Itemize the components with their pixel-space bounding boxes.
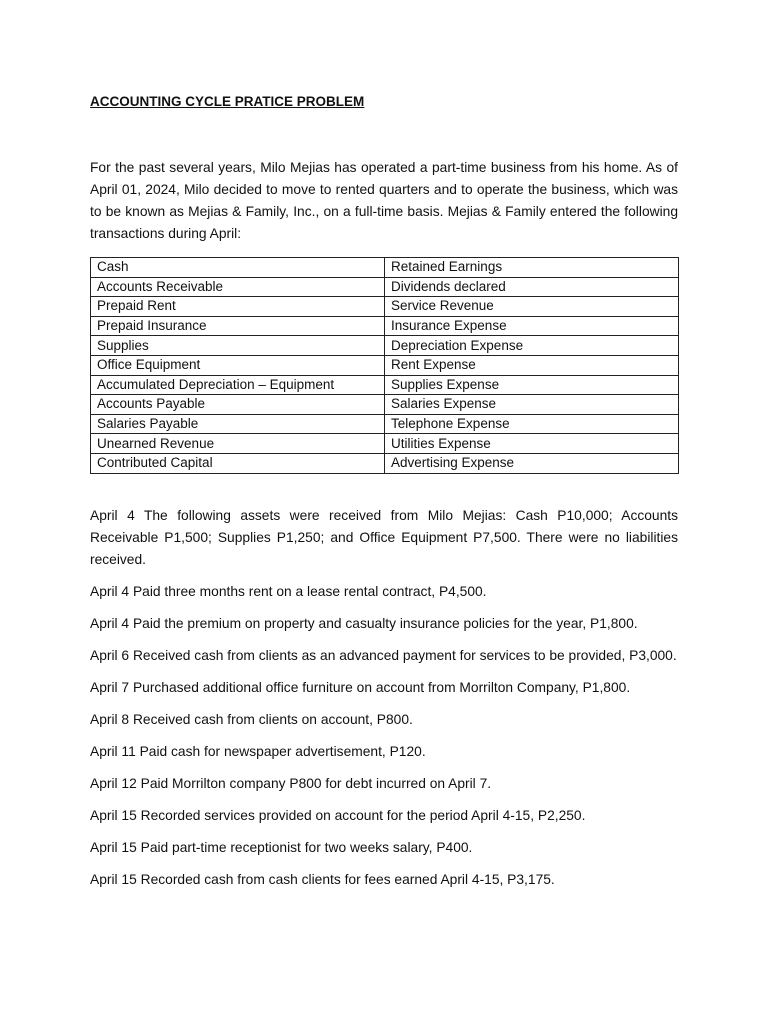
- transactions-list: [90, 505, 678, 891]
- account-cell-left: Unearned Revenue: [91, 434, 385, 454]
- accounts-table-body: [91, 258, 679, 474]
- transaction-item: April 7 Purchased additional office furniture on account from Morrilton Company, P1,800.: [90, 679, 631, 695]
- account-cell-right: Retained Earnings: [385, 258, 679, 278]
- transaction-item: April 4 The following assets were received from Milo Mejias: Cash P10,000; Accounts Receivable P1,500; Supplies P1,250; and Office Equipment P7,500. There were no liabilities received.: [90, 507, 678, 567]
- account-cell-right: Salaries Expense: [385, 395, 679, 415]
- transaction-item: April 15 Recorded cash from cash clients for fees earned April 4-15, P3,175.: [90, 871, 555, 887]
- table-row: [91, 297, 679, 317]
- account-cell-left: Accounts Payable: [91, 395, 385, 415]
- account-cell-right: Dividends declared: [385, 277, 679, 297]
- table-row: [91, 355, 679, 375]
- table-row: [91, 336, 679, 356]
- account-cell-left: Supplies: [91, 336, 385, 356]
- table-row: [91, 395, 679, 415]
- account-cell-right: Rent Expense: [385, 355, 679, 375]
- table-row: [91, 414, 679, 434]
- account-cell-right: Supplies Expense: [385, 375, 679, 395]
- transaction-item: April 4 Paid the premium on property and casualty insurance policies for the year, P1,800.: [90, 615, 638, 631]
- account-cell-left: Accounts Receivable: [91, 277, 385, 297]
- transaction-item: April 4 Paid three months rent on a lease rental contract, P4,500.: [90, 583, 487, 599]
- document-title: ACCOUNTING CYCLE PRATICE PROBLEM: [90, 94, 365, 109]
- account-cell-left: Prepaid Rent: [91, 297, 385, 317]
- table-row: [91, 258, 679, 278]
- transaction-item: April 8 Received cash from clients on account, P800.: [90, 711, 413, 727]
- transaction-item: April 15 Recorded services provided on account for the period April 4-15, P2,250.: [90, 807, 586, 823]
- account-cell-left: Salaries Payable: [91, 414, 385, 434]
- transaction-item: April 6 Received cash from clients as an advanced payment for services to be provided, P3,000.: [90, 647, 677, 663]
- table-row: [91, 453, 679, 473]
- account-cell-right: Telephone Expense: [385, 414, 679, 434]
- account-cell-left: Office Equipment: [91, 355, 385, 375]
- chart-of-accounts-table: [90, 257, 679, 474]
- account-cell-right: Advertising Expense: [385, 453, 679, 473]
- account-cell-right: Insurance Expense: [385, 316, 679, 336]
- table-row: [91, 434, 679, 454]
- account-cell-right: Depreciation Expense: [385, 336, 679, 356]
- document-page: [90, 93, 678, 901]
- account-cell-left: Accumulated Depreciation – Equipment: [91, 375, 385, 395]
- intro-paragraph: For the past several years, Milo Mejias has operated a part-time business from his home. As of April 01, 2024, Milo decided to move to rented quarters and to operate the business, which was to be known as Mejias & Family, Inc., on a full-time basis. Mejias & Family entered the following transactions during April:: [90, 160, 678, 241]
- table-row: [91, 277, 679, 297]
- account-cell-right: Service Revenue: [385, 297, 679, 317]
- table-row: [91, 375, 679, 395]
- transaction-item: April 15 Paid part-time receptionist for two weeks salary, P400.: [90, 839, 473, 855]
- table-row: [91, 316, 679, 336]
- account-cell-left: Contributed Capital: [91, 453, 385, 473]
- account-cell-left: Prepaid Insurance: [91, 316, 385, 336]
- transaction-item: April 12 Paid Morrilton company P800 for debt incurred on April 7.: [90, 775, 492, 791]
- transaction-item: April 11 Paid cash for newspaper advertisement, P120.: [90, 743, 426, 759]
- account-cell-right: Utilities Expense: [385, 434, 679, 454]
- account-cell-left: Cash: [91, 258, 385, 278]
